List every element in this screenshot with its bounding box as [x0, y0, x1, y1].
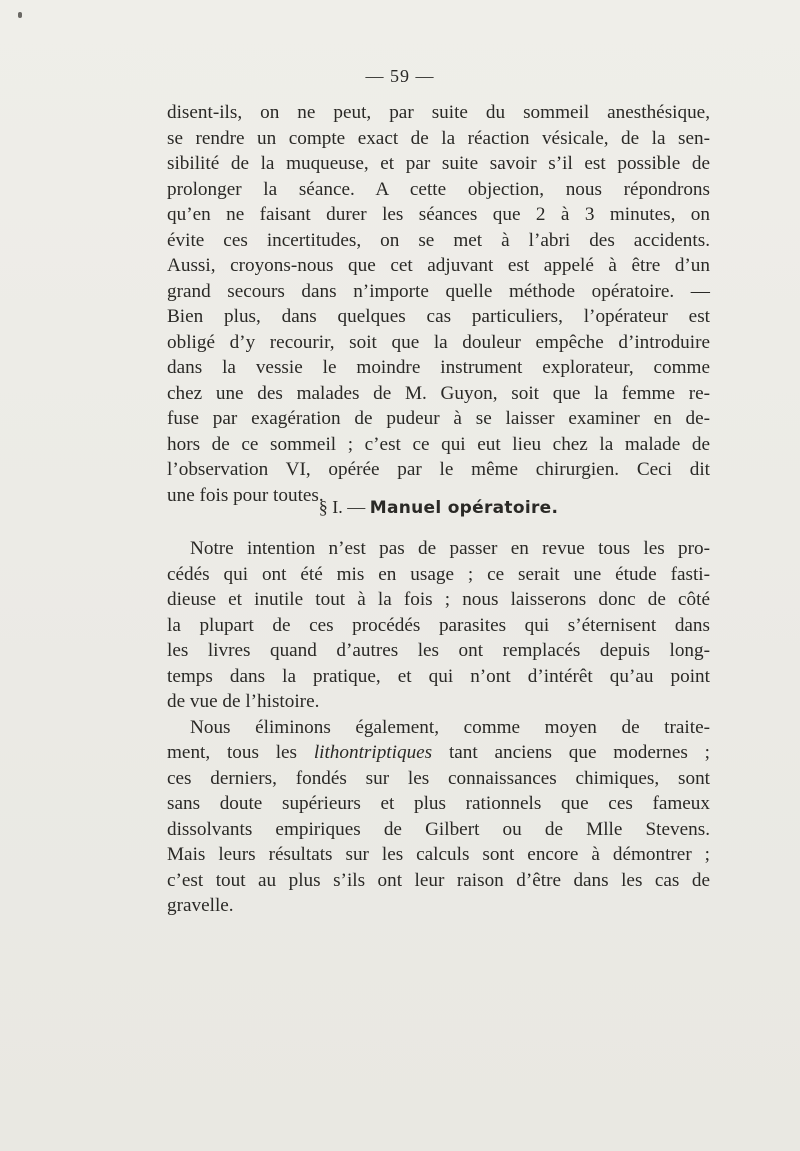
text-line: gravelle.: [167, 895, 234, 916]
text-line: se rendre un compte exact de la réaction vésicale, de la sen-: [167, 127, 710, 149]
text-line: une fois pour toutes.: [167, 484, 324, 506]
text-run: tant anciens que modernes ;: [432, 742, 710, 763]
text-run: ment, tous les: [167, 742, 314, 763]
section-title: Manuel opératoire.: [369, 498, 559, 518]
text-line: Bien plus, dans quelques cas particuliers, l’opérateur est: [167, 306, 710, 327]
text-line: prolonger la séance. A cette objection, nous répondrons: [167, 178, 710, 200]
text-line: obligé d’y recourir, soit que la douleur empêche d’introduire: [167, 331, 710, 353]
text-line: sans doute supérieurs et plus rationnels que ces fameux: [167, 793, 710, 814]
text-line: grand secours dans n’importe quelle méthode opératoire. —: [167, 280, 710, 302]
text-line: les livres quand d’autres les ont remplacés depuis long-: [167, 640, 710, 661]
italic-term: lithontriptiques: [313, 742, 433, 763]
text-line: qu’en ne faisant durer les séances que 2 à 3 minutes, on: [167, 204, 710, 225]
text-line: temps dans la pratique, et qui n’ont d’intérêt qu’au point: [167, 665, 710, 687]
text-line: dissolvants empiriques de Gilbert ou de Mlle Stevens.: [167, 818, 710, 840]
text-line: l’observation VI, opérée par le même chirurgien. Ceci dit: [167, 459, 710, 480]
text-line-with-italic: [167, 740, 710, 766]
paragraph-continuation: [167, 100, 710, 508]
text-line: chez une des malades de M. Guyon, soit que la femme re-: [167, 382, 710, 404]
paragraph-body: [167, 536, 710, 919]
text-line: cédés qui ont été mis en usage ; ce serait une étude fasti-: [167, 563, 710, 585]
text-line: disent-ils, on ne peut, par suite du sommeil anesthésique,: [167, 102, 710, 123]
text-line: sibilité de la muqueuse, et par suite savoir s’il est possible de: [167, 153, 710, 174]
text-line: évite ces incertitudes, on se met à l’abri des accidents.: [167, 229, 710, 251]
text-line: c’est tout au plus s’ils ont leur raison d’être dans les cas de: [167, 869, 710, 891]
text-line: Nous éliminons également, comme moyen de traite-: [190, 716, 710, 738]
text-line: hors de ce sommeil ; c’est ce qui eut lieu chez la malade de: [167, 433, 710, 455]
page-number: — 59 —: [365, 66, 435, 86]
text-line: Aussi, croyons-nous que cet adjuvant est appelé à être d’un: [167, 255, 710, 276]
section-heading: [167, 497, 710, 518]
section-number: § I. —: [318, 497, 366, 517]
page-speck: [18, 12, 22, 18]
text-line: ces derniers, fondés sur les connaissances chimiques, sont: [167, 767, 710, 789]
text-line: dans la vessie le moindre instrument explorateur, comme: [167, 357, 710, 378]
text-line: Notre intention n’est pas de passer en revue tous les pro-: [190, 538, 710, 559]
text-line: la plupart de ces procédés parasites qui s’éternisent dans: [167, 614, 710, 636]
text-line: dieuse et inutile tout à la fois ; nous laisserons donc de côté: [167, 589, 710, 610]
text-line: Mais leurs résultats sur les calculs sont encore à démontrer ;: [167, 844, 710, 865]
text-line: fuse par exagération de pudeur à se laisser examiner en de-: [167, 408, 710, 429]
text-line: de vue de l’histoire.: [167, 691, 320, 712]
